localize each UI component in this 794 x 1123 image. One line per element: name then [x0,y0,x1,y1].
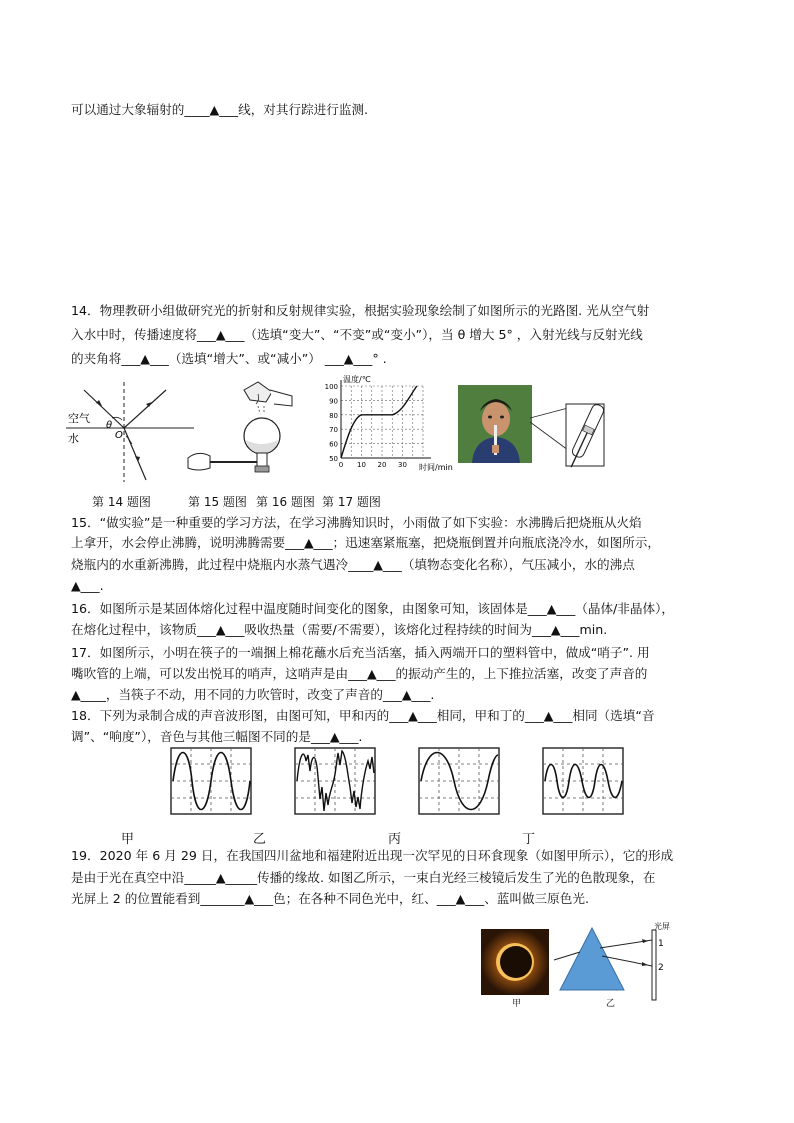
q15-line-1: 15．“做实验”是一种重要的学习方法，在学习沸腾知识时，小雨做了如下实验：水沸腾后把烧瓶从火焰 [71,515,642,530]
chart-ytick-label: 80 [329,411,338,420]
waveform-ding [542,747,624,815]
chart-xtick-label: 10 [357,461,366,469]
melting-chart-svg [315,372,455,476]
figure-14-light-path [66,380,194,484]
q14-line-2: 入水中时，传播速度将___▲___（选填“变大”、“不变”或“变小”），当 θ 增大 5° ，入射光线与反射光线 [71,327,643,342]
theta-label: θ [106,420,113,431]
fig19-label-yi: 乙 [606,999,616,1009]
chart-ytick-label: 100 [324,383,338,391]
figure-19-eclipse-photo [481,929,549,995]
chart-melting-curve [341,386,417,458]
q18-line-2: 调”、“响度”），音色与其他三幅图不同的是___▲___. [71,729,363,744]
intro-line: 可以通过大象辐射的____▲___线，对其行踪进行监测. [71,102,369,117]
waveform-bing [418,747,500,815]
fig19-label-jia: 甲 [512,999,522,1009]
q19-line-3: 光屏上 2 的位置能看到_______▲___色；在各种不同色光中，红、___▲___、蓝叫做三原色光. [71,891,589,906]
figure-15-flask [180,380,300,484]
screen-pos-2: 2 [658,963,664,973]
chart-ylabel: 温度/℃ [343,375,371,384]
wave-label-ding: 丁 [522,832,536,847]
caption-fig-16: 第 16 题图 [256,495,315,509]
q19-line-2: 是由于光在真空中沿_____▲_____传播的缘故. 如图乙所示，一束白光经三棱镜后发生了光的色散现象，在 [71,870,656,885]
q16-line-2: 在熔化过程中，该物质___▲___吸收热量（需要/不需要），该熔化过程持续的时间为___▲___min. [71,622,608,637]
figure-16-melting-chart [315,372,455,476]
q14-line-1: 14．物理教研小组做研究光的折射和反射规律实验，根据实验现象绘制了如图所示的光路图. 光从空气射 [71,303,650,318]
air-label: 空气 [68,412,90,425]
caption-fig-14: 第 14 题图 [92,495,151,509]
chart-xtick-label: 20 [377,461,387,469]
chart-ytick-label: 50 [329,455,338,463]
q14-line-3: 的夹角将___▲___（选填“增大”、或“减小”） ___▲___° . [71,351,387,366]
caption-fig-15: 第 15 题图 [188,495,247,509]
chart-xlabel: 时间/min [419,463,453,472]
q17-line-2: 嘴吹管的上端，可以发出悦耳的哨声，这哨声是由___▲___的振动产生的，上下推拉活塞，改变了声音的 [71,666,648,681]
water-label: 水 [68,432,79,445]
prism-shape [560,928,624,990]
q17-line-1: 17．如图所示，小明在筷子的一端捆上棉花蘸水后充当活塞，插入两端开口的塑料管中，做成“哨子”. 用 [71,645,650,660]
chart-xtick-label: 0 [338,461,344,469]
screen-pos-1: 1 [658,939,664,949]
chart-ytick-label: 90 [329,397,338,406]
screen-label: 光屏 [654,922,670,931]
chart-ytick-label: 60 [329,440,338,449]
wave-label-yi: 乙 [253,832,267,847]
q19-line-1: 19．2020 年 6 月 29 日，在我国四川盆地和福建附近出现一次罕见的日环食现象（如图甲所示），它的形成 [71,848,674,863]
q18-line-1: 18．下列为录制合成的声音波形图，由图可知，甲和丙的___▲___相同，甲和丁的___▲___相同（选填“音 [71,708,655,723]
wave-label-jia: 甲 [121,832,135,847]
figure-17-whistle-detail [530,400,610,470]
q15-line-2: 上拿开，水会停止沸腾，说明沸腾需要___▲___；迅速塞紧瓶塞，把烧瓶倒置并向瓶底浇冷水，如图所示， [71,535,660,550]
waveform-yi [294,747,376,815]
q16-line-1: 16．如图所示是某固体熔化过程中温度随时间变化的图象，由图象可知，该固体是___▲___（晶体/非晶体）， [71,601,674,616]
q15-line-3: 烧瓶内的水重新沸腾，此过程中烧瓶内水蒸气遇冷____▲___（填物态变化名称），气压减小，水的沸点 [71,557,635,572]
q17-line-3: ▲____，当筷子不动，用不同的力吹管时，改变了声音的___▲___. [71,687,435,702]
chart-ytick-label: 70 [329,426,338,435]
caption-fig-17: 第 17 题图 [322,495,381,509]
figure-17-photo [458,385,532,463]
origin-label: O [115,430,123,441]
chart-xtick-label: 30 [398,461,407,469]
wave-label-bing: 丙 [388,832,402,847]
waveform-jia [170,747,252,815]
figure-19-prism [552,920,672,1002]
q15-line-4: ▲___. [71,578,104,593]
